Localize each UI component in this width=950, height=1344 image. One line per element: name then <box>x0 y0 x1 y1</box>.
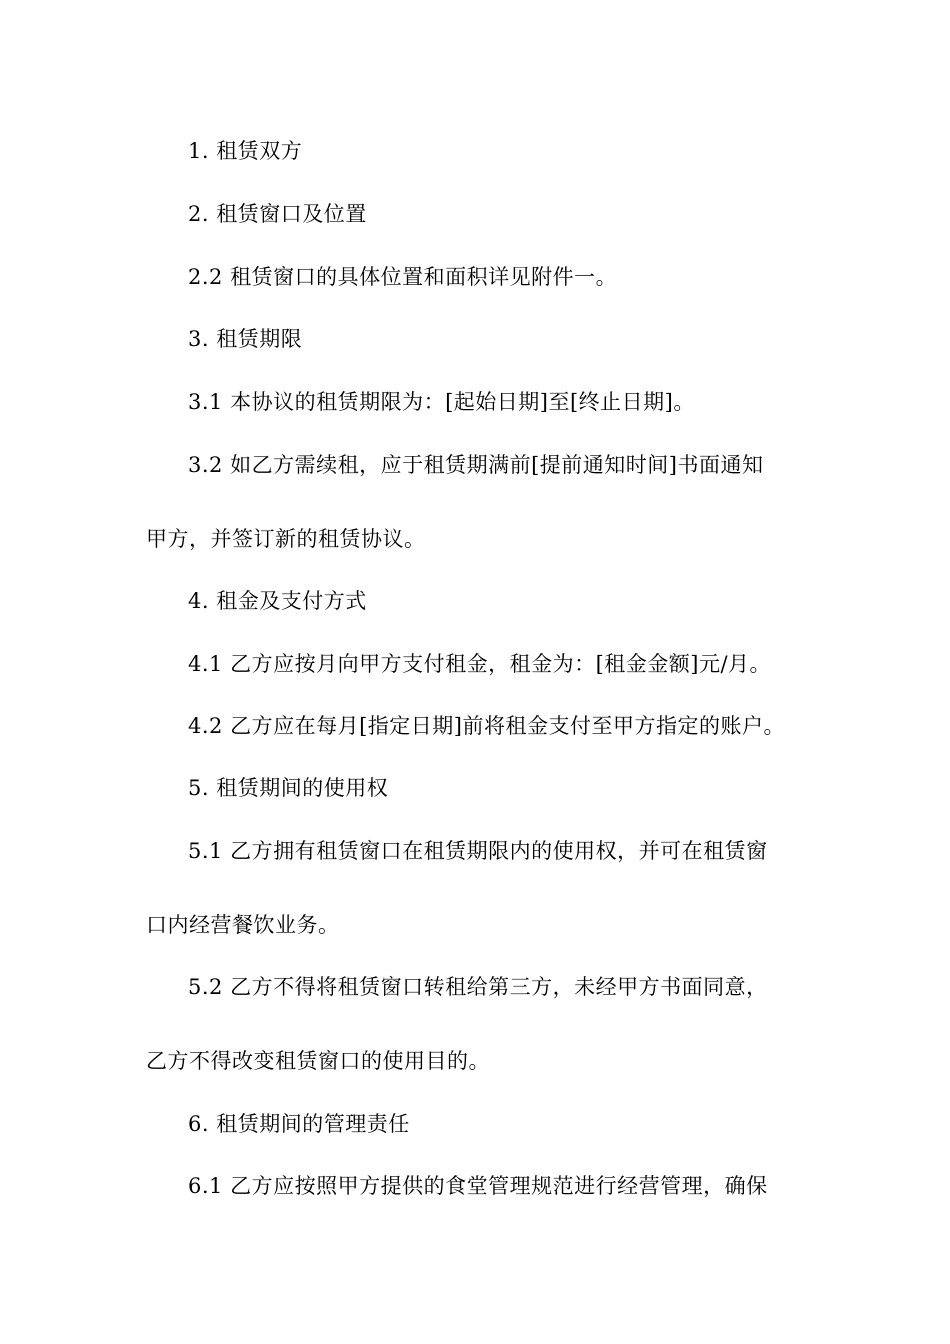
clause-3-2-line-2: 甲方，并签订新的租赁协议。 <box>146 527 426 551</box>
clause-5-2-line-1: 5.2 乙方不得将租赁窗口转租给第三方，未经甲方书面同意， <box>188 975 768 999</box>
clause-5-1-line-1: 5.1 乙方拥有租赁窗口在租赁期限内的使用权，并可在租赁窗 <box>188 839 768 863</box>
clause-4-2: 4.2 乙方应在每月[指定日期]前将租金支付至甲方指定的账户。 <box>188 714 785 738</box>
section-heading-3: 3. 租赁期限 <box>188 327 303 351</box>
clause-4-1: 4.1 乙方应按月向甲方支付租金，租金为：[租金金额]元/月。 <box>188 652 772 676</box>
clause-2-2: 2.2 租赁窗口的具体位置和面积详见附件一。 <box>188 265 618 289</box>
clause-3-1: 3.1 本协议的租赁期限为：[起始日期]至[终止日期]。 <box>188 390 695 414</box>
clause-5-1-line-2: 口内经营餐饮业务。 <box>146 913 340 937</box>
section-heading-4: 4. 租金及支付方式 <box>188 589 367 613</box>
clause-5-2-line-2: 乙方不得改变租赁窗口的使用目的。 <box>146 1049 490 1073</box>
section-heading-2: 2. 租赁窗口及位置 <box>188 202 367 226</box>
clause-3-2-line-1: 3.2 如乙方需续租，应于租赁期满前[提前通知时间]书面通知 <box>188 453 764 477</box>
clause-6-1-line-1: 6.1 乙方应按照甲方提供的食堂管理规范进行经营管理，确保 <box>188 1174 768 1198</box>
section-heading-6: 6. 租赁期间的管理责任 <box>188 1112 410 1136</box>
section-heading-1: 1. 租赁双方 <box>188 139 303 163</box>
section-heading-5: 5. 租赁期间的使用权 <box>188 776 389 800</box>
